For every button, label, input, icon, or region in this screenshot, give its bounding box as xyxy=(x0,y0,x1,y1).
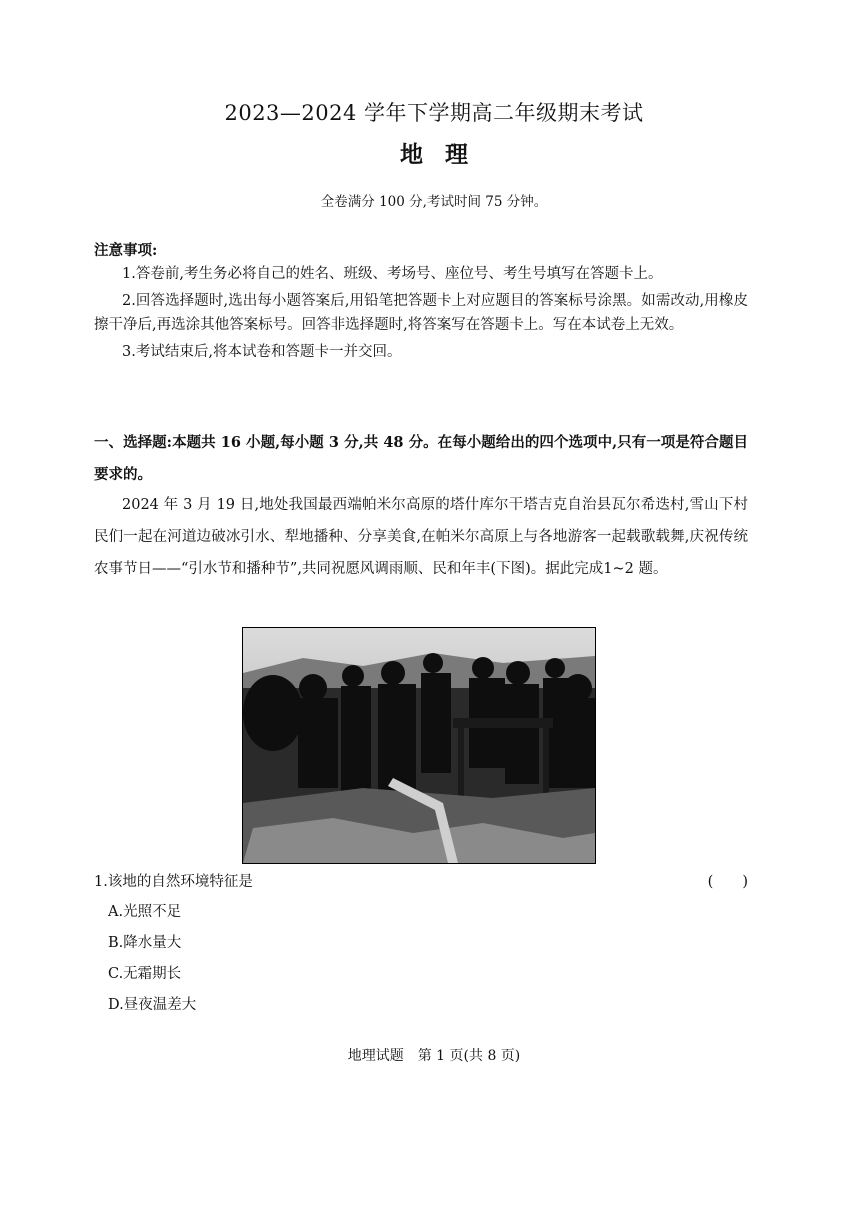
option-b: B.降水量大 xyxy=(108,935,182,951)
notice-heading: 注意事项: xyxy=(94,242,158,259)
notice-list xyxy=(94,262,748,367)
exam-title: 2023—2024 学年下学期高二年级期末考试 xyxy=(224,101,644,125)
festival-photo xyxy=(242,627,596,864)
option-d: D.昼夜温差大 xyxy=(108,997,197,1013)
option-a: A.光照不足 xyxy=(108,904,182,920)
answer-bracket: ( ) xyxy=(707,874,748,890)
question-1-stem: 1.该地的自然环境特征是 xyxy=(94,874,253,890)
section-heading: 一、选择题:本题共 16 小题,每小题 3 分,共 48 分。在每小题给出的四个选项中,只有一项是符合题目要求的。 xyxy=(94,434,748,483)
notice-item-2: 2.回答选择题时,选出每小题答案后,用铅笔把答题卡上对应题目的答案标号涂黑。如需改动,用橡皮擦干净后,再选涂其他答案标号。回答非选择题时,将答案写在答题卡上。写在本试卷上无效。 xyxy=(94,293,748,333)
reading-passage: 2024 年 3 月 19 日,地处我国最西端帕米尔高原的塔什库尔干塔吉克自治县瓦尔希迭村,雪山下村民们一起在河道边破冰引水、犁地播种、分享美食,在帕米尔高原上与各地游客一起载歌载舞,庆祝传统农事节日——“引水节和播种节”,共同祝愿风调雨顺、民和年丰(下图)。据此完成1~2 题。 xyxy=(94,497,748,577)
notice-item-3: 3.考试结束后,将本试卷和答题卡一并交回。 xyxy=(122,344,402,360)
exam-meta: 全卷满分 100 分,考试时间 75 分钟。 xyxy=(320,194,548,210)
notice-item-1: 1.答卷前,考生务必将自己的姓名、班级、考场号、座位号、考生号填写在答题卡上。 xyxy=(122,266,663,282)
festival-photo-illustration xyxy=(243,628,595,863)
subject-title: 地理 xyxy=(400,141,490,168)
page-footer: 地理试题 第 1 页(共 8 页) xyxy=(347,1048,521,1064)
question-1-options xyxy=(108,900,196,1024)
question-1 xyxy=(94,870,748,891)
option-c: C.无霜期长 xyxy=(108,966,182,982)
